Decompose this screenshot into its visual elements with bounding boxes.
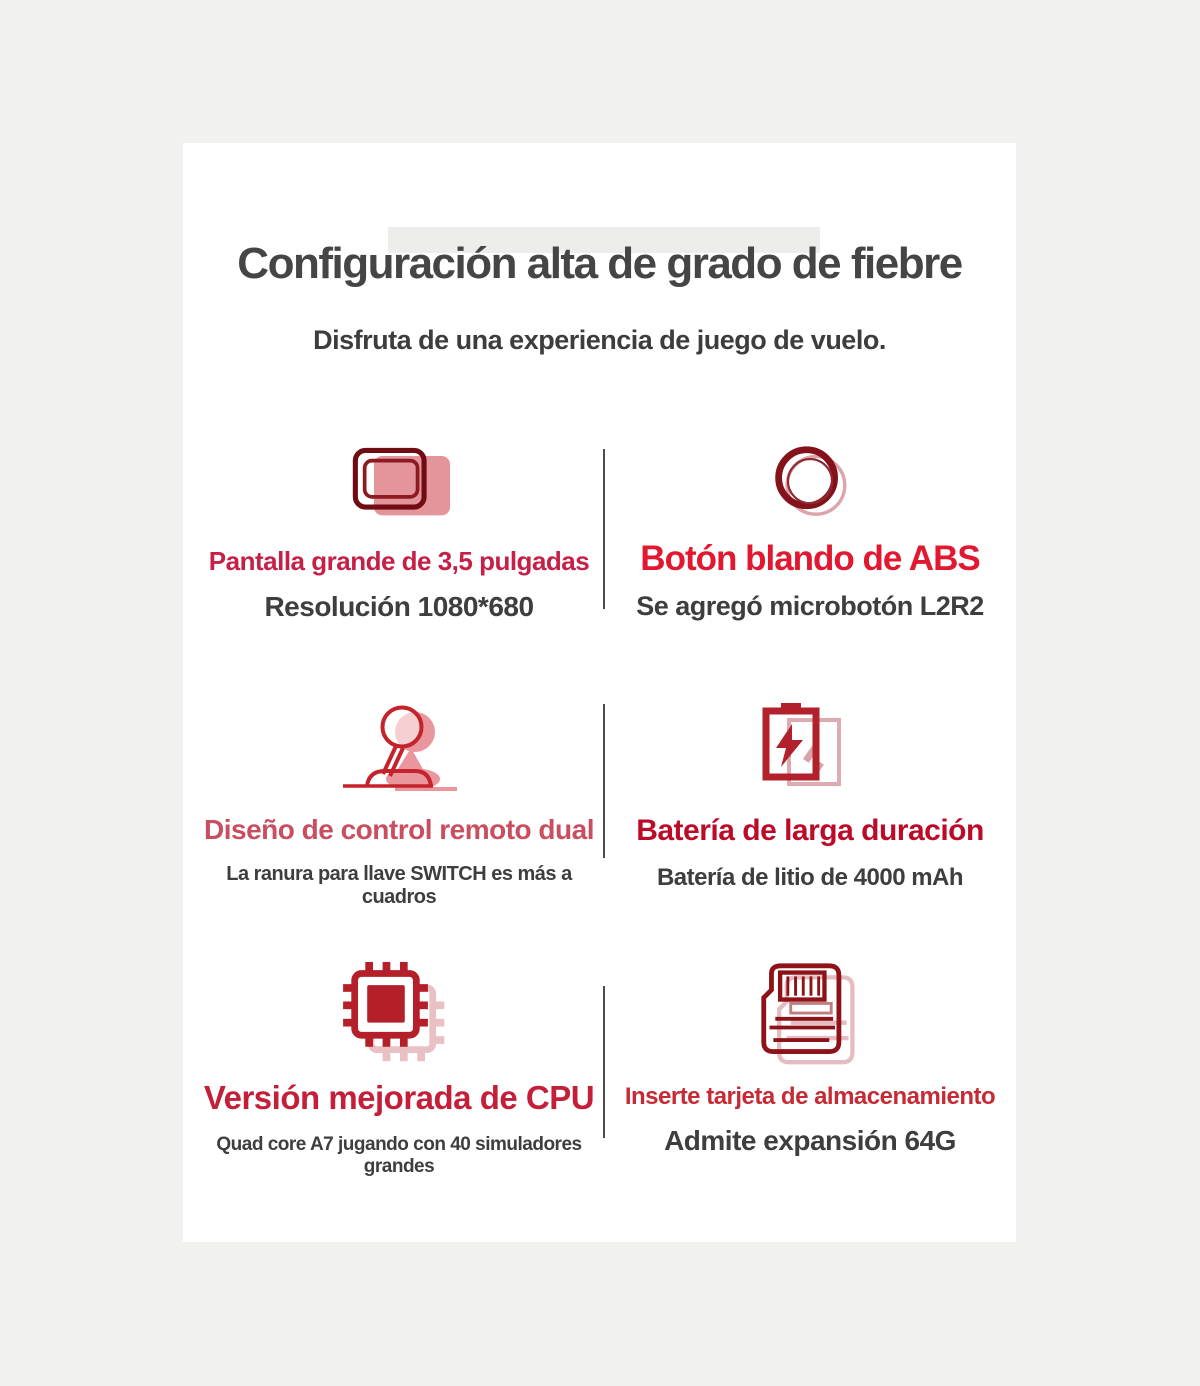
page-subtitle: Disfruta de una experiencia de juego de vuelo. (313, 325, 886, 355)
sd-card-icon (750, 961, 870, 1067)
feature-description: Admite expansión 64G (664, 1124, 956, 1156)
feature-joystick (193, 698, 605, 909)
feature-headline: Pantalla grande de 3,5 pulgadas (208, 546, 590, 576)
feature-storage (609, 961, 1011, 1157)
column-divider (603, 986, 605, 1138)
feature-description: La ranura para llave SWITCH es más a cuadros (226, 863, 572, 909)
feature-headline: Inserte tarjeta de almacenamiento (624, 1083, 996, 1110)
feature-headline: Diseño de control remoto dual (204, 814, 594, 845)
feature-abs-button (609, 443, 1011, 622)
feature-headline: Botón blando de ABS (640, 539, 980, 578)
feature-cpu (193, 961, 605, 1178)
feature-battery (609, 698, 1011, 891)
screen-icon (338, 443, 460, 521)
feature-screen (193, 443, 605, 623)
feature-description: Se agregó microbotón L2R2 (636, 591, 984, 622)
feature-description: Batería de litio de 4000 mAh (656, 863, 964, 891)
battery-icon (755, 698, 865, 798)
feature-headline: Batería de larga duración (636, 814, 984, 847)
cpu-chip-icon (340, 961, 458, 1067)
abs-button-ring-icon (759, 443, 861, 521)
feature-headline: Versión mejorada de CPU (203, 1079, 595, 1116)
feature-card (183, 143, 1016, 1242)
column-divider (603, 704, 605, 858)
column-divider (603, 449, 605, 609)
feature-description: Resolución 1080*680 (264, 590, 534, 622)
joystick-icon (333, 698, 465, 798)
feature-description: Quad core A7 jugando con 40 simuladores grandes (216, 1133, 582, 1177)
page-title: Configuración alta de grado de fiebre (237, 239, 962, 288)
